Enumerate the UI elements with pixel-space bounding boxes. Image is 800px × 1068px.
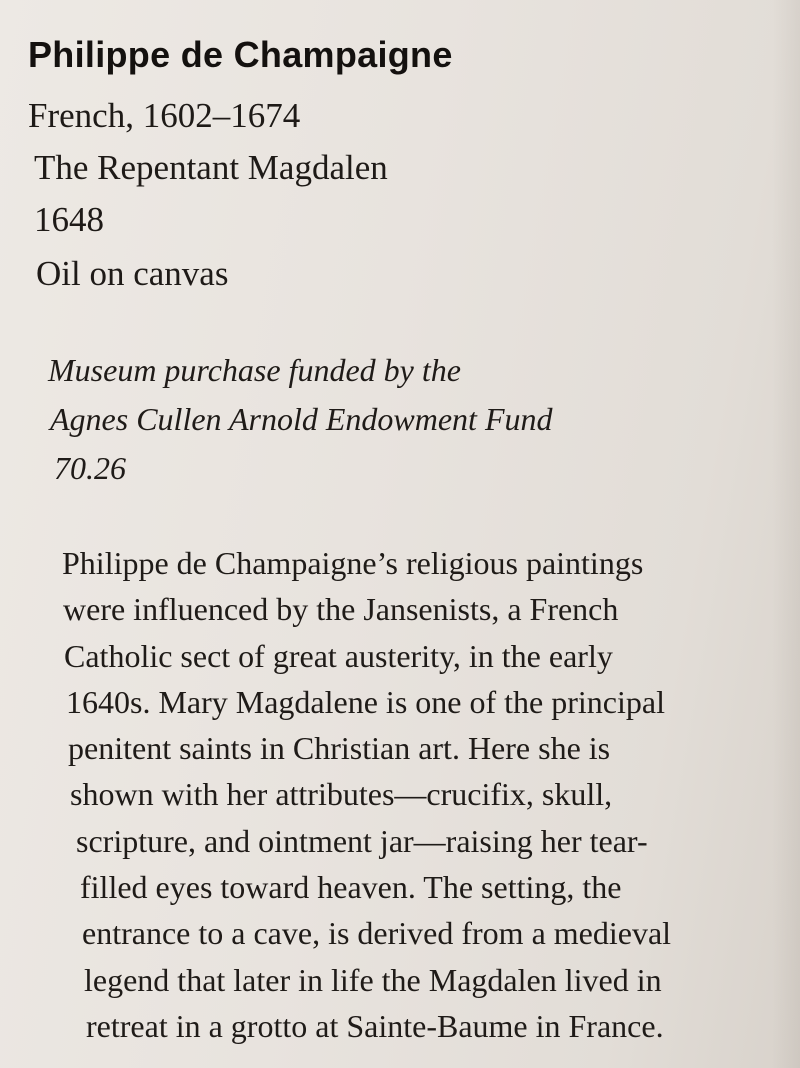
description-line: were influenced by the Jansenists, a French xyxy=(63,591,619,628)
credit-line: Agnes Cullen Arnold Endowment Fund xyxy=(50,401,553,437)
artwork-title: The Repentant Magdalen xyxy=(34,148,388,187)
description-paragraph xyxy=(62,540,782,1049)
description-line: retreat in a grotto at Sainte-Baume in France. xyxy=(86,1007,664,1044)
credit-line: Museum purchase funded by the xyxy=(48,352,461,388)
artist-nationality-dates: French, 1602–1674 xyxy=(28,96,301,135)
description-line: scripture, and ointment jar—raising her tear- xyxy=(76,822,648,859)
credit-line-block xyxy=(48,346,552,493)
description-line: filled eyes toward heaven. The setting, the xyxy=(80,869,622,906)
accession-number: 70.26 xyxy=(54,450,126,486)
artwork-date: 1648 xyxy=(34,200,104,239)
description-line: Catholic sect of great austerity, in the early xyxy=(64,637,613,674)
description-line: legend that later in life the Magdalen lived in xyxy=(84,961,662,998)
description-line: shown with her attributes—crucifix, skull, xyxy=(70,776,613,813)
artist-name: Philippe de Champaigne xyxy=(28,34,453,75)
description-line: 1640s. Mary Magdalene is one of the principal xyxy=(66,683,665,720)
description-line: Philippe de Champaigne’s religious paintings xyxy=(62,545,644,581)
description-line: entrance to a cave, is derived from a medieval xyxy=(82,915,672,952)
artwork-medium: Oil on canvas xyxy=(36,254,229,293)
description-line: penitent saints in Christian art. Here she is xyxy=(68,730,611,767)
